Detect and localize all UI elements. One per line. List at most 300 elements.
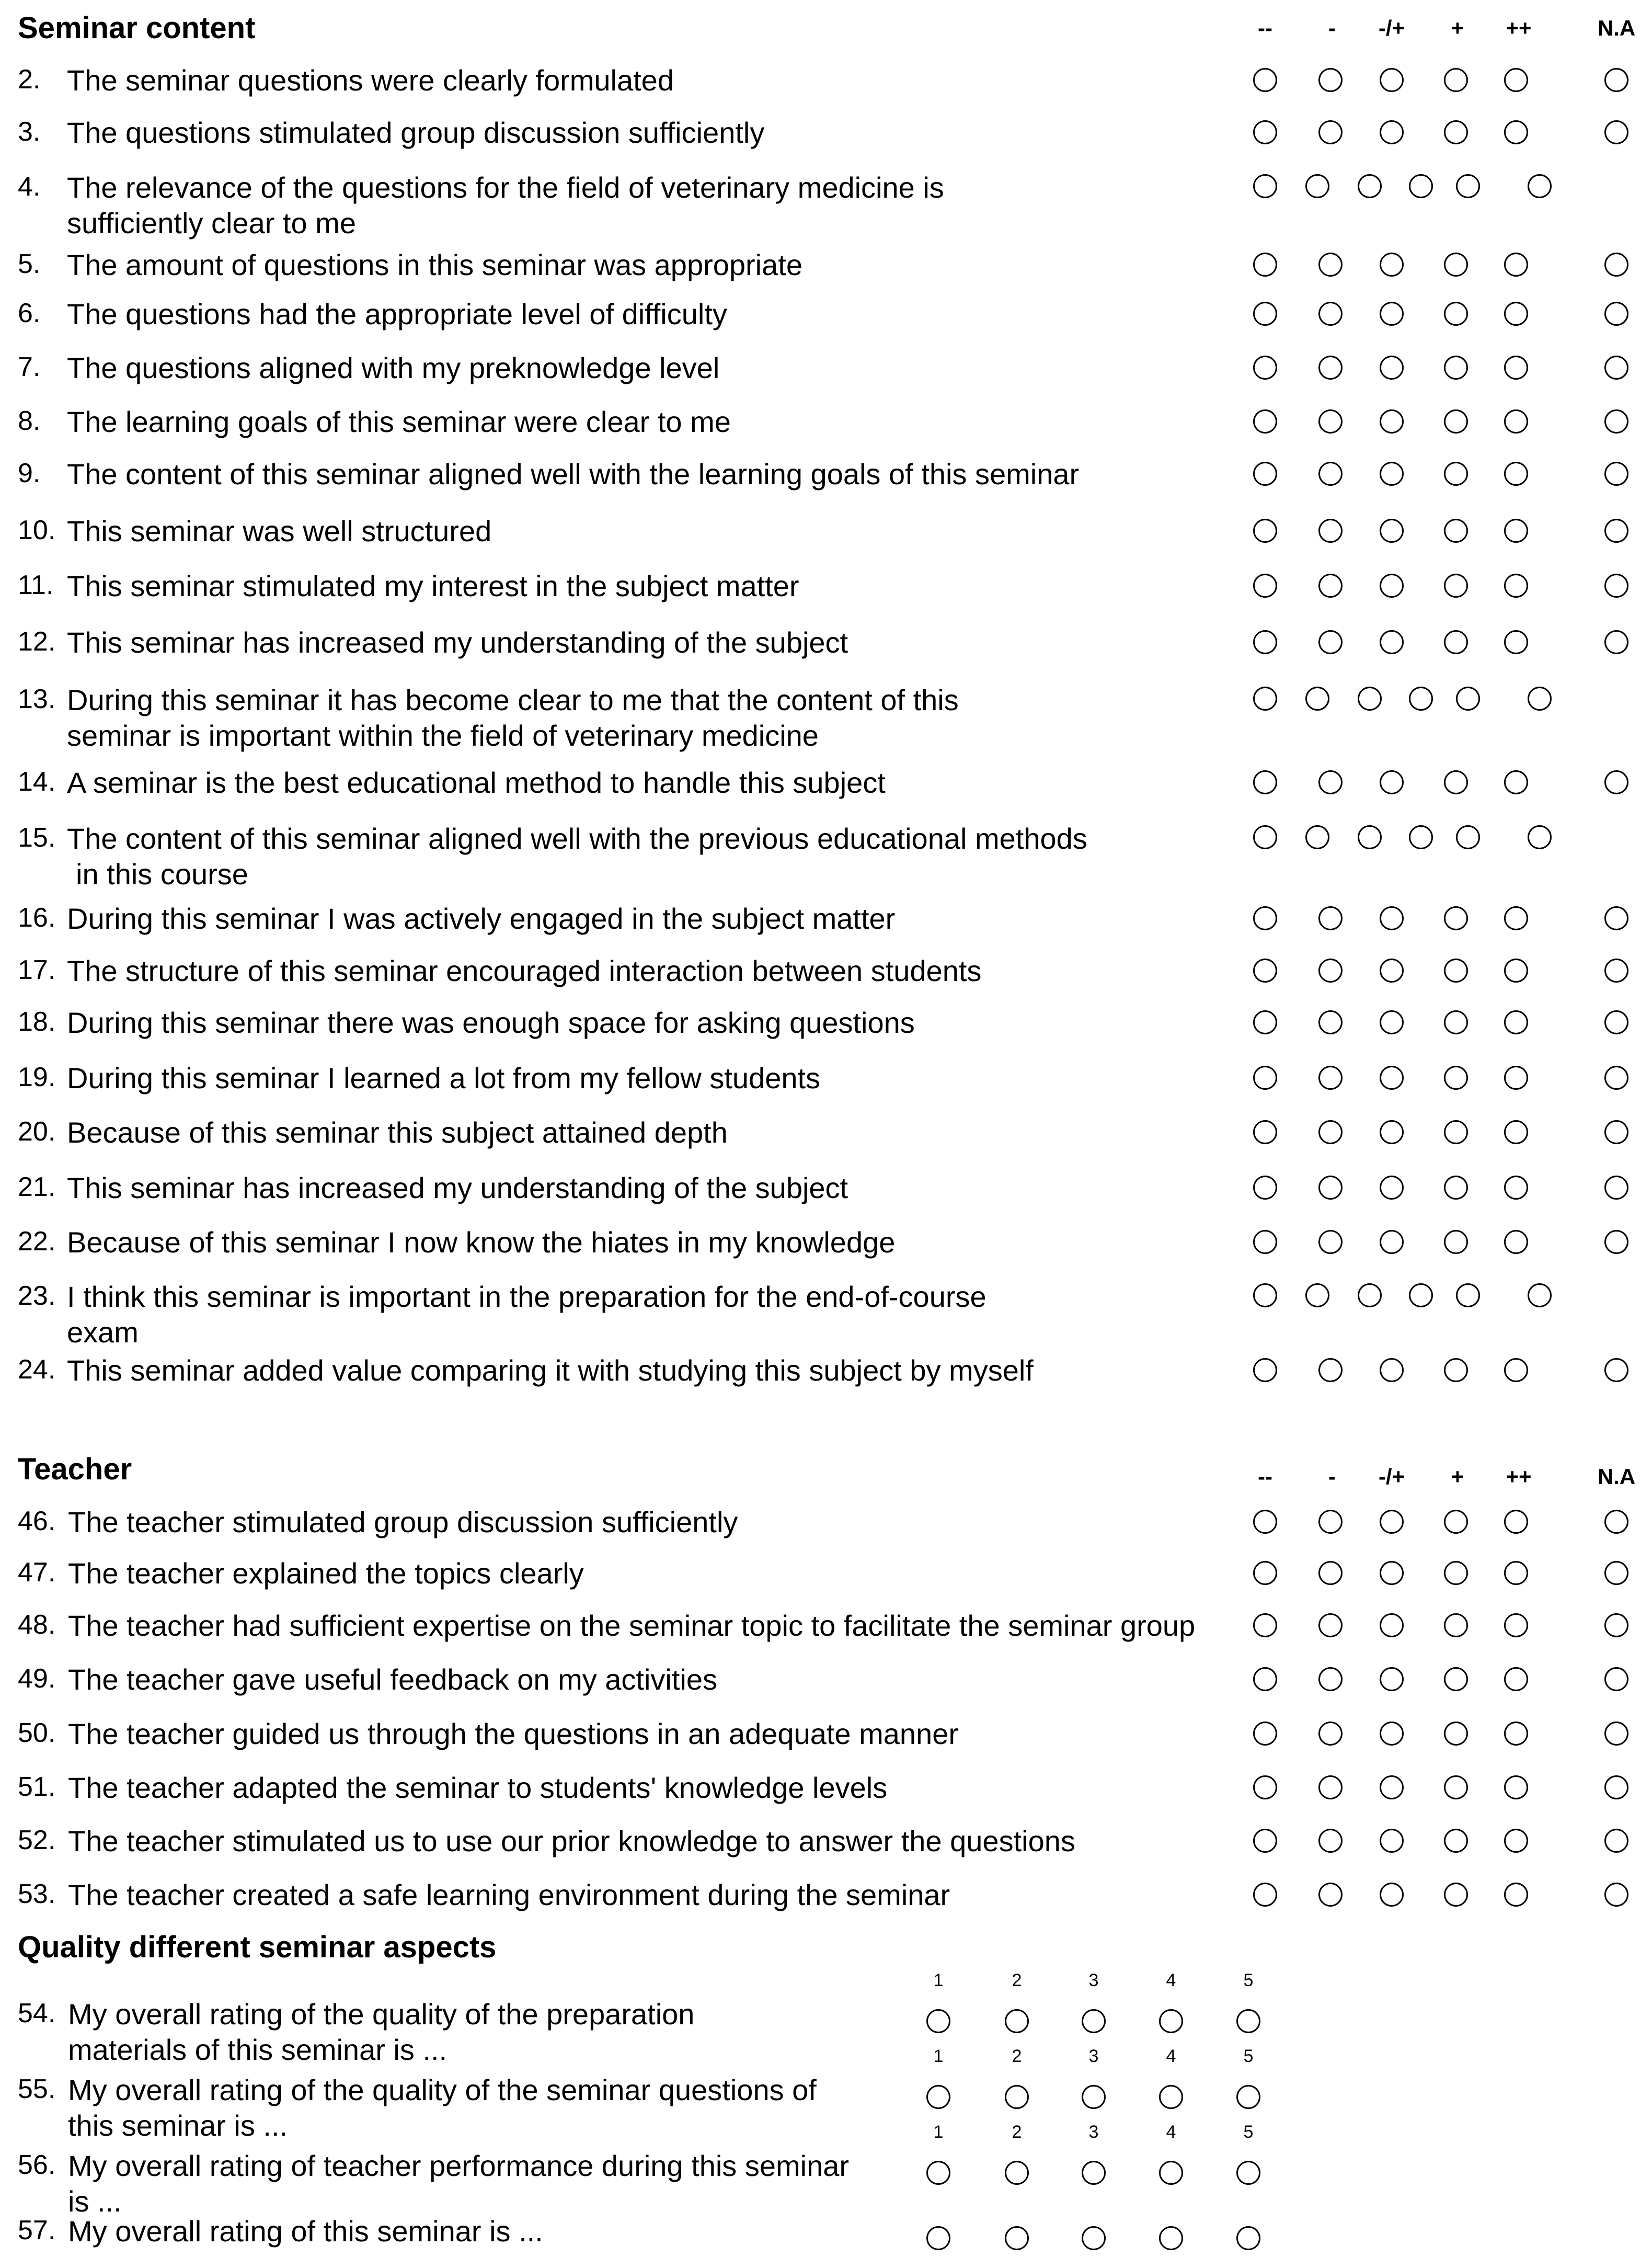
rating-radio-+[interactable] xyxy=(1444,1066,1468,1090)
rating-radio--[interactable] xyxy=(1318,959,1343,983)
seminar-item-number: 13. xyxy=(18,684,56,714)
seminar-scale-header-1: - xyxy=(1328,16,1336,40)
rating-radio--[interactable] xyxy=(1305,174,1329,198)
teacher-item-number: 47. xyxy=(18,1557,56,1588)
rating-radio-NA[interactable] xyxy=(1604,1120,1628,1144)
rating-radio--[interactable] xyxy=(1318,68,1343,92)
teacher-rating-radio[interactable] xyxy=(1604,1829,1628,1853)
teacher-rating-radio[interactable] xyxy=(1318,1510,1343,1534)
rating-radio-+[interactable] xyxy=(1444,519,1468,543)
quality-rating-radio[interactable] xyxy=(1236,2085,1260,2109)
seminar-item-text: This seminar stimulated my interest in the subject matter xyxy=(67,569,799,602)
quality-rating-radio[interactable] xyxy=(1005,2085,1029,2109)
rating-radio---[interactable] xyxy=(1253,825,1277,849)
rating-radio--/+[interactable] xyxy=(1380,1010,1404,1034)
quality-item-text-line2: is ... xyxy=(68,2185,122,2218)
quality-rating-radio[interactable] xyxy=(1005,2161,1029,2185)
teacher-rating-radio[interactable] xyxy=(1444,1561,1468,1585)
teacher-item-text: The teacher stimulated us to use our prior knowledge to answer the questions xyxy=(68,1825,1075,1857)
rating-radio--[interactable] xyxy=(1318,1010,1343,1034)
seminar-item-number: 6. xyxy=(18,298,41,328)
rating-scale-label: 3 xyxy=(1088,2046,1099,2066)
quality-rating-radio[interactable] xyxy=(1159,2226,1183,2250)
seminar-item-text: The seminar questions were clearly formulated xyxy=(67,64,674,97)
section-title-seminar-content: Seminar content xyxy=(18,11,256,45)
rating-radio--/+[interactable] xyxy=(1380,574,1404,598)
rating-radio--/+[interactable] xyxy=(1380,120,1404,144)
seminar-item-text: During this seminar I was actively engaged in the subject matter xyxy=(67,902,896,935)
teacher-rating-radio[interactable] xyxy=(1504,1829,1528,1853)
rating-radio-+[interactable] xyxy=(1444,68,1468,92)
rating-radio-++[interactable] xyxy=(1504,906,1528,930)
rating-radio-++[interactable] xyxy=(1504,462,1528,486)
seminar-item-text: This seminar added value comparing it with studying this subject by myself xyxy=(67,1354,1034,1387)
teacher-rating-radio[interactable] xyxy=(1253,1775,1277,1799)
rating-radio-+[interactable] xyxy=(1444,302,1468,326)
quality-rating-radio[interactable] xyxy=(926,2009,950,2033)
seminar-item-text-line2: seminar is important within the field of veterinary medicine xyxy=(67,719,819,752)
rating-radio--/+[interactable] xyxy=(1358,825,1382,849)
teacher-item-number: 53. xyxy=(18,1879,56,1909)
teacher-rating-radio[interactable] xyxy=(1504,1775,1528,1799)
rating-radio--/+[interactable] xyxy=(1380,356,1404,380)
teacher-item-text: The teacher guided us through the questions in an adequate manner xyxy=(68,1717,958,1750)
rating-radio--/+[interactable] xyxy=(1380,462,1404,486)
rating-radio-NA[interactable] xyxy=(1604,68,1628,92)
rating-radio--/+[interactable] xyxy=(1358,1283,1382,1307)
rating-radio-NA[interactable] xyxy=(1604,1066,1628,1090)
rating-radio--[interactable] xyxy=(1305,825,1329,849)
teacher-rating-radio[interactable] xyxy=(1504,1613,1528,1637)
section-title-teacher: Teacher xyxy=(18,1452,132,1486)
rating-radio-++[interactable] xyxy=(1504,1010,1528,1034)
teacher-scale-header-0: -- xyxy=(1258,1464,1272,1489)
quality-rating-radio[interactable] xyxy=(926,2226,950,2250)
rating-radio-NA[interactable] xyxy=(1604,959,1628,983)
teacher-rating-radio[interactable] xyxy=(1380,1775,1404,1799)
rating-radio--/+[interactable] xyxy=(1380,1066,1404,1090)
rating-radio--[interactable] xyxy=(1318,1176,1343,1200)
seminar-item-text: Because of this seminar this subject attained depth xyxy=(67,1116,728,1149)
quality-item-number: 54. xyxy=(18,1998,56,2028)
teacher-rating-radio[interactable] xyxy=(1253,1722,1277,1746)
teacher-rating-radio[interactable] xyxy=(1318,1775,1343,1799)
seminar-scale-header-2: -/+ xyxy=(1378,16,1405,40)
rating-radio-++[interactable] xyxy=(1504,1176,1528,1200)
rating-radio---[interactable] xyxy=(1253,770,1277,794)
rating-radio-++[interactable] xyxy=(1504,1230,1528,1254)
teacher-item-number: 48. xyxy=(18,1610,56,1640)
rating-radio-++[interactable] xyxy=(1504,1066,1528,1090)
rating-radio-++[interactable] xyxy=(1456,1283,1480,1307)
rating-radio-++[interactable] xyxy=(1504,253,1528,277)
quality-item-text-line2: materials of this seminar is ... xyxy=(68,2033,448,2066)
seminar-scale-header-0: -- xyxy=(1258,16,1272,40)
teacher-rating-radio[interactable] xyxy=(1380,1722,1404,1746)
rating-radio-NA[interactable] xyxy=(1604,253,1628,277)
rating-radio---[interactable] xyxy=(1253,1230,1277,1254)
rating-radio-NA[interactable] xyxy=(1604,1176,1628,1200)
rating-radio---[interactable] xyxy=(1253,1358,1277,1382)
rating-radio-NA[interactable] xyxy=(1604,302,1628,326)
teacher-rating-radio[interactable] xyxy=(1444,1667,1468,1691)
rating-radio---[interactable] xyxy=(1253,687,1277,711)
rating-radio-++[interactable] xyxy=(1504,68,1528,92)
rating-radio---[interactable] xyxy=(1253,1010,1277,1034)
rating-radio-++[interactable] xyxy=(1456,174,1480,198)
rating-scale-label: 2 xyxy=(1012,2046,1022,2066)
teacher-item-text: The teacher adapted the seminar to students' knowledge levels xyxy=(68,1771,888,1804)
seminar-item-text: The questions stimulated group discussion sufficiently xyxy=(67,116,765,149)
rating-radio--/+[interactable] xyxy=(1380,630,1404,654)
seminar-item-number: 22. xyxy=(18,1226,56,1257)
seminar-item-text: The relevance of the questions for the field of veterinary medicine is xyxy=(67,171,944,204)
rating-radio--[interactable] xyxy=(1318,253,1343,277)
teacher-rating-radio[interactable] xyxy=(1318,1561,1343,1585)
rating-radio-+[interactable] xyxy=(1444,1358,1468,1382)
quality-rating-radio[interactable] xyxy=(1236,2161,1260,2185)
rating-radio-+[interactable] xyxy=(1444,253,1468,277)
rating-radio-NA[interactable] xyxy=(1604,1230,1628,1254)
rating-radio-++[interactable] xyxy=(1504,630,1528,654)
teacher-rating-radio[interactable] xyxy=(1604,1613,1628,1637)
rating-radio-++[interactable] xyxy=(1504,356,1528,380)
rating-radio--[interactable] xyxy=(1318,356,1343,380)
teacher-rating-radio[interactable] xyxy=(1253,1829,1277,1853)
rating-scale-label: 5 xyxy=(1243,1970,1254,1990)
rating-radio-NA[interactable] xyxy=(1528,825,1552,849)
rating-radio---[interactable] xyxy=(1253,120,1277,144)
rating-radio--[interactable] xyxy=(1318,574,1343,598)
rating-radio-++[interactable] xyxy=(1504,959,1528,983)
seminar-item-number: 9. xyxy=(18,458,41,488)
seminar-item-text: Because of this seminar I now know the hiates in my knowledge xyxy=(67,1226,896,1259)
rating-scale-label: 4 xyxy=(1166,2046,1176,2066)
teacher-rating-radio[interactable] xyxy=(1504,1883,1528,1907)
rating-radio--/+[interactable] xyxy=(1358,687,1382,711)
quality-rating-radio[interactable] xyxy=(1159,2085,1183,2109)
teacher-rating-radio[interactable] xyxy=(1253,1613,1277,1637)
rating-radio-NA[interactable] xyxy=(1528,174,1552,198)
seminar-item-text: A seminar is the best educational method to handle this subject xyxy=(67,766,886,799)
rating-radio-++[interactable] xyxy=(1504,120,1528,144)
teacher-scale-header-4: ++ xyxy=(1506,1464,1532,1489)
rating-radio--/+[interactable] xyxy=(1380,1176,1404,1200)
rating-radio-+[interactable] xyxy=(1409,174,1433,198)
seminar-item-number: 10. xyxy=(18,515,56,545)
rating-radio-NA[interactable] xyxy=(1604,356,1628,380)
rating-radio--/+[interactable] xyxy=(1380,302,1404,326)
rating-radio---[interactable] xyxy=(1253,302,1277,326)
rating-radio-NA[interactable] xyxy=(1604,1010,1628,1034)
teacher-rating-radio[interactable] xyxy=(1444,1883,1468,1907)
rating-radio---[interactable] xyxy=(1253,1283,1277,1307)
rating-radio-++[interactable] xyxy=(1504,574,1528,598)
rating-radio-NA[interactable] xyxy=(1604,462,1628,486)
rating-radio--[interactable] xyxy=(1318,1066,1343,1090)
rating-radio-+[interactable] xyxy=(1444,959,1468,983)
rating-radio--[interactable] xyxy=(1318,302,1343,326)
teacher-rating-radio[interactable] xyxy=(1380,1510,1404,1534)
seminar-item-number: 7. xyxy=(18,352,41,382)
seminar-item-text: This seminar has increased my understanding of the subject xyxy=(67,626,848,659)
teacher-item-number: 51. xyxy=(18,1772,56,1802)
teacher-rating-radio[interactable] xyxy=(1380,1829,1404,1853)
rating-radio-+[interactable] xyxy=(1444,1176,1468,1200)
teacher-scale-header-1: - xyxy=(1328,1464,1336,1489)
rating-scale-label: 2 xyxy=(1012,2122,1022,2142)
rating-radio-+[interactable] xyxy=(1444,630,1468,654)
seminar-item-text: The content of this seminar aligned well with the learning goals of this seminar xyxy=(67,458,1080,491)
rating-radio-NA[interactable] xyxy=(1604,630,1628,654)
rating-radio-NA[interactable] xyxy=(1604,1358,1628,1382)
rating-scale-label: 5 xyxy=(1243,2046,1254,2066)
rating-scale-label: 1 xyxy=(933,2122,944,2142)
rating-radio---[interactable] xyxy=(1253,356,1277,380)
rating-radio--[interactable] xyxy=(1318,906,1343,930)
rating-radio-+[interactable] xyxy=(1444,120,1468,144)
seminar-item-text: This seminar has increased my understanding of the subject xyxy=(67,1171,848,1204)
seminar-item-text: The learning goals of this seminar were clear to me xyxy=(67,405,731,438)
quality-rating-radio[interactable] xyxy=(926,2085,950,2109)
rating-radio-+[interactable] xyxy=(1444,1010,1468,1034)
seminar-item-text: I think this seminar is important in the preparation for the end-of-course xyxy=(67,1280,986,1313)
seminar-item-number: 3. xyxy=(18,117,41,147)
teacher-rating-radio[interactable] xyxy=(1253,1667,1277,1691)
rating-radio-NA[interactable] xyxy=(1528,687,1552,711)
teacher-rating-radio[interactable] xyxy=(1444,1613,1468,1637)
teacher-rating-radio[interactable] xyxy=(1604,1510,1628,1534)
teacher-rating-radio[interactable] xyxy=(1444,1722,1468,1746)
rating-radio---[interactable] xyxy=(1253,409,1277,434)
rating-scale-label: 5 xyxy=(1243,2122,1254,2142)
rating-radio--/+[interactable] xyxy=(1380,1358,1404,1382)
rating-radio-NA[interactable] xyxy=(1604,574,1628,598)
teacher-rating-radio[interactable] xyxy=(1318,1722,1343,1746)
rating-radio---[interactable] xyxy=(1253,253,1277,277)
quality-rating-radio[interactable] xyxy=(1159,2009,1183,2033)
rating-radio-+[interactable] xyxy=(1409,687,1433,711)
rating-radio-+[interactable] xyxy=(1444,356,1468,380)
quality-rating-radio[interactable] xyxy=(1236,2009,1260,2033)
seminar-item-text: The questions aligned with my preknowledge level xyxy=(67,351,720,384)
seminar-item-number: 4. xyxy=(18,172,41,202)
rating-radio---[interactable] xyxy=(1253,462,1277,486)
quality-item-text: My overall rating of teacher performance during this seminar xyxy=(68,2149,850,2182)
rating-radio-+[interactable] xyxy=(1444,906,1468,930)
rating-radio-+[interactable] xyxy=(1444,1230,1468,1254)
rating-radio--[interactable] xyxy=(1305,1283,1329,1307)
rating-radio---[interactable] xyxy=(1253,630,1277,654)
seminar-item-text: During this seminar I learned a lot from my fellow students xyxy=(67,1062,821,1095)
teacher-item-text: The teacher had sufficient expertise on the seminar topic to facilitate the seminar group xyxy=(68,1609,1196,1642)
rating-radio--/+[interactable] xyxy=(1380,959,1404,983)
rating-radio-NA[interactable] xyxy=(1604,906,1628,930)
rating-radio-NA[interactable] xyxy=(1604,770,1628,794)
teacher-item-number: 52. xyxy=(18,1825,56,1855)
teacher-rating-radio[interactable] xyxy=(1318,1883,1343,1907)
rating-radio--/+[interactable] xyxy=(1380,409,1404,434)
seminar-item-text-line2: exam xyxy=(67,1316,139,1349)
rating-radio---[interactable] xyxy=(1253,906,1277,930)
seminar-item-text-line2: in this course xyxy=(76,858,248,891)
rating-radio--[interactable] xyxy=(1318,120,1343,144)
rating-radio--[interactable] xyxy=(1318,519,1343,543)
rating-radio---[interactable] xyxy=(1253,174,1277,198)
teacher-rating-radio[interactable] xyxy=(1318,1829,1343,1853)
rating-radio--/+[interactable] xyxy=(1380,906,1404,930)
seminar-item-number: 17. xyxy=(18,955,56,985)
teacher-rating-radio[interactable] xyxy=(1380,1613,1404,1637)
teacher-rating-radio[interactable] xyxy=(1604,1667,1628,1691)
seminar-item-text-line2: sufficiently clear to me xyxy=(67,207,356,240)
teacher-item-text: The teacher stimulated group discussion sufficiently xyxy=(68,1506,738,1538)
rating-radio---[interactable] xyxy=(1253,1176,1277,1200)
rating-radio--[interactable] xyxy=(1318,770,1343,794)
rating-scale-label: 1 xyxy=(933,2046,944,2066)
teacher-item-number: 46. xyxy=(18,1506,56,1536)
teacher-rating-radio[interactable] xyxy=(1604,1775,1628,1799)
seminar-scale-header-4: ++ xyxy=(1506,16,1532,40)
teacher-item-text: The teacher created a safe learning environment during the seminar xyxy=(68,1878,950,1911)
rating-radio--/+[interactable] xyxy=(1380,770,1404,794)
seminar-item-number: 21. xyxy=(18,1172,56,1202)
section-title-quality: Quality different seminar aspects xyxy=(18,1930,497,1964)
seminar-item-number: 2. xyxy=(18,64,41,95)
rating-radio--[interactable] xyxy=(1318,1358,1343,1382)
rating-radio-NA[interactable] xyxy=(1604,519,1628,543)
teacher-rating-radio[interactable] xyxy=(1604,1883,1628,1907)
rating-radio---[interactable] xyxy=(1253,519,1277,543)
teacher-item-text: The teacher gave useful feedback on my activities xyxy=(68,1663,718,1696)
rating-radio-++[interactable] xyxy=(1456,825,1480,849)
seminar-item-text: During this seminar it has become clear to me that the content of this xyxy=(67,683,959,716)
rating-radio--/+[interactable] xyxy=(1380,68,1404,92)
seminar-item-number: 18. xyxy=(18,1007,56,1037)
rating-radio-+[interactable] xyxy=(1409,825,1433,849)
teacher-rating-radio[interactable] xyxy=(1380,1667,1404,1691)
rating-radio-++[interactable] xyxy=(1504,770,1528,794)
teacher-rating-radio[interactable] xyxy=(1444,1775,1468,1799)
seminar-item-number: 14. xyxy=(18,767,56,797)
rating-radio-+[interactable] xyxy=(1444,409,1468,434)
teacher-rating-radio[interactable] xyxy=(1444,1829,1468,1853)
seminar-item-number: 11. xyxy=(18,570,54,600)
rating-radio--[interactable] xyxy=(1318,409,1343,434)
rating-radio-NA[interactable] xyxy=(1604,409,1628,434)
quality-rating-radio[interactable] xyxy=(1236,2226,1260,2250)
quality-rating-radio[interactable] xyxy=(926,2161,950,2185)
rating-radio-++[interactable] xyxy=(1456,687,1480,711)
seminar-item-number: 12. xyxy=(18,626,56,657)
teacher-rating-radio[interactable] xyxy=(1604,1561,1628,1585)
rating-radio-+[interactable] xyxy=(1409,1283,1433,1307)
rating-radio-NA[interactable] xyxy=(1528,1283,1552,1307)
rating-radio-+[interactable] xyxy=(1444,1120,1468,1144)
rating-radio-+[interactable] xyxy=(1444,574,1468,598)
rating-radio---[interactable] xyxy=(1253,1120,1277,1144)
teacher-rating-radio[interactable] xyxy=(1380,1883,1404,1907)
seminar-item-number: 24. xyxy=(18,1354,56,1385)
teacher-rating-radio[interactable] xyxy=(1253,1510,1277,1534)
seminar-item-number: 16. xyxy=(18,903,56,933)
quality-item-text: My overall rating of this seminar is ... xyxy=(68,2215,543,2248)
rating-radio-NA[interactable] xyxy=(1604,120,1628,144)
teacher-rating-radio[interactable] xyxy=(1444,1510,1468,1534)
rating-radio--/+[interactable] xyxy=(1380,519,1404,543)
rating-scale-label: 4 xyxy=(1166,2122,1176,2142)
teacher-rating-radio[interactable] xyxy=(1318,1613,1343,1637)
seminar-item-number: 19. xyxy=(18,1062,56,1092)
quality-rating-radio[interactable] xyxy=(1082,2085,1106,2109)
teacher-item-number: 49. xyxy=(18,1663,56,1694)
quality-rating-radio[interactable] xyxy=(1082,2161,1106,2185)
rating-radio---[interactable] xyxy=(1253,68,1277,92)
rating-radio-++[interactable] xyxy=(1504,519,1528,543)
quality-item-number: 56. xyxy=(18,2150,56,2180)
rating-radio--[interactable] xyxy=(1318,1230,1343,1254)
rating-radio-+[interactable] xyxy=(1444,770,1468,794)
rating-radio-++[interactable] xyxy=(1504,302,1528,326)
seminar-item-number: 15. xyxy=(18,823,56,853)
seminar-item-text: This seminar was well structured xyxy=(67,515,492,548)
rating-radio--/+[interactable] xyxy=(1380,253,1404,277)
teacher-scale-header-5: N.A xyxy=(1597,1464,1636,1489)
quality-rating-radio[interactable] xyxy=(1082,2009,1106,2033)
seminar-scale-header-5: N.A xyxy=(1597,16,1636,40)
rating-radio--[interactable] xyxy=(1318,462,1343,486)
rating-radio--/+[interactable] xyxy=(1380,1230,1404,1254)
teacher-rating-radio[interactable] xyxy=(1380,1561,1404,1585)
rating-scale-label: 3 xyxy=(1088,2122,1099,2142)
teacher-rating-radio[interactable] xyxy=(1318,1667,1343,1691)
rating-radio--[interactable] xyxy=(1305,687,1329,711)
teacher-rating-radio[interactable] xyxy=(1504,1667,1528,1691)
rating-radio-++[interactable] xyxy=(1504,409,1528,434)
rating-scale-label: 3 xyxy=(1088,1970,1099,1990)
teacher-rating-radio[interactable] xyxy=(1504,1561,1528,1585)
seminar-item-number: 5. xyxy=(18,249,41,279)
teacher-item-number: 50. xyxy=(18,1718,56,1748)
rating-radio--/+[interactable] xyxy=(1380,1120,1404,1144)
seminar-item-number: 23. xyxy=(18,1281,56,1311)
rating-radio---[interactable] xyxy=(1253,574,1277,598)
rating-radio---[interactable] xyxy=(1253,1066,1277,1090)
quality-rating-radio[interactable] xyxy=(1005,2009,1029,2033)
teacher-rating-radio[interactable] xyxy=(1504,1722,1528,1746)
teacher-rating-radio[interactable] xyxy=(1253,1561,1277,1585)
rating-radio--[interactable] xyxy=(1318,1120,1343,1144)
quality-rating-radio[interactable] xyxy=(1082,2226,1106,2250)
rating-radio-++[interactable] xyxy=(1504,1358,1528,1382)
teacher-rating-radio[interactable] xyxy=(1604,1722,1628,1746)
teacher-rating-radio[interactable] xyxy=(1253,1883,1277,1907)
rating-radio--[interactable] xyxy=(1318,630,1343,654)
rating-radio---[interactable] xyxy=(1253,959,1277,983)
quality-rating-radio[interactable] xyxy=(1005,2226,1029,2250)
quality-item-number: 55. xyxy=(18,2074,56,2104)
quality-item-number: 57. xyxy=(18,2215,56,2245)
rating-radio--/+[interactable] xyxy=(1358,174,1382,198)
teacher-rating-radio[interactable] xyxy=(1504,1510,1528,1534)
rating-radio-++[interactable] xyxy=(1504,1120,1528,1144)
quality-rating-radio[interactable] xyxy=(1159,2161,1183,2185)
teacher-scale-header-3: + xyxy=(1451,1464,1464,1489)
rating-radio-+[interactable] xyxy=(1444,462,1468,486)
rating-scale-label: 2 xyxy=(1012,1970,1022,1990)
seminar-item-number: 8. xyxy=(18,406,41,436)
seminar-item-text: The amount of questions in this seminar was appropriate xyxy=(67,248,802,281)
